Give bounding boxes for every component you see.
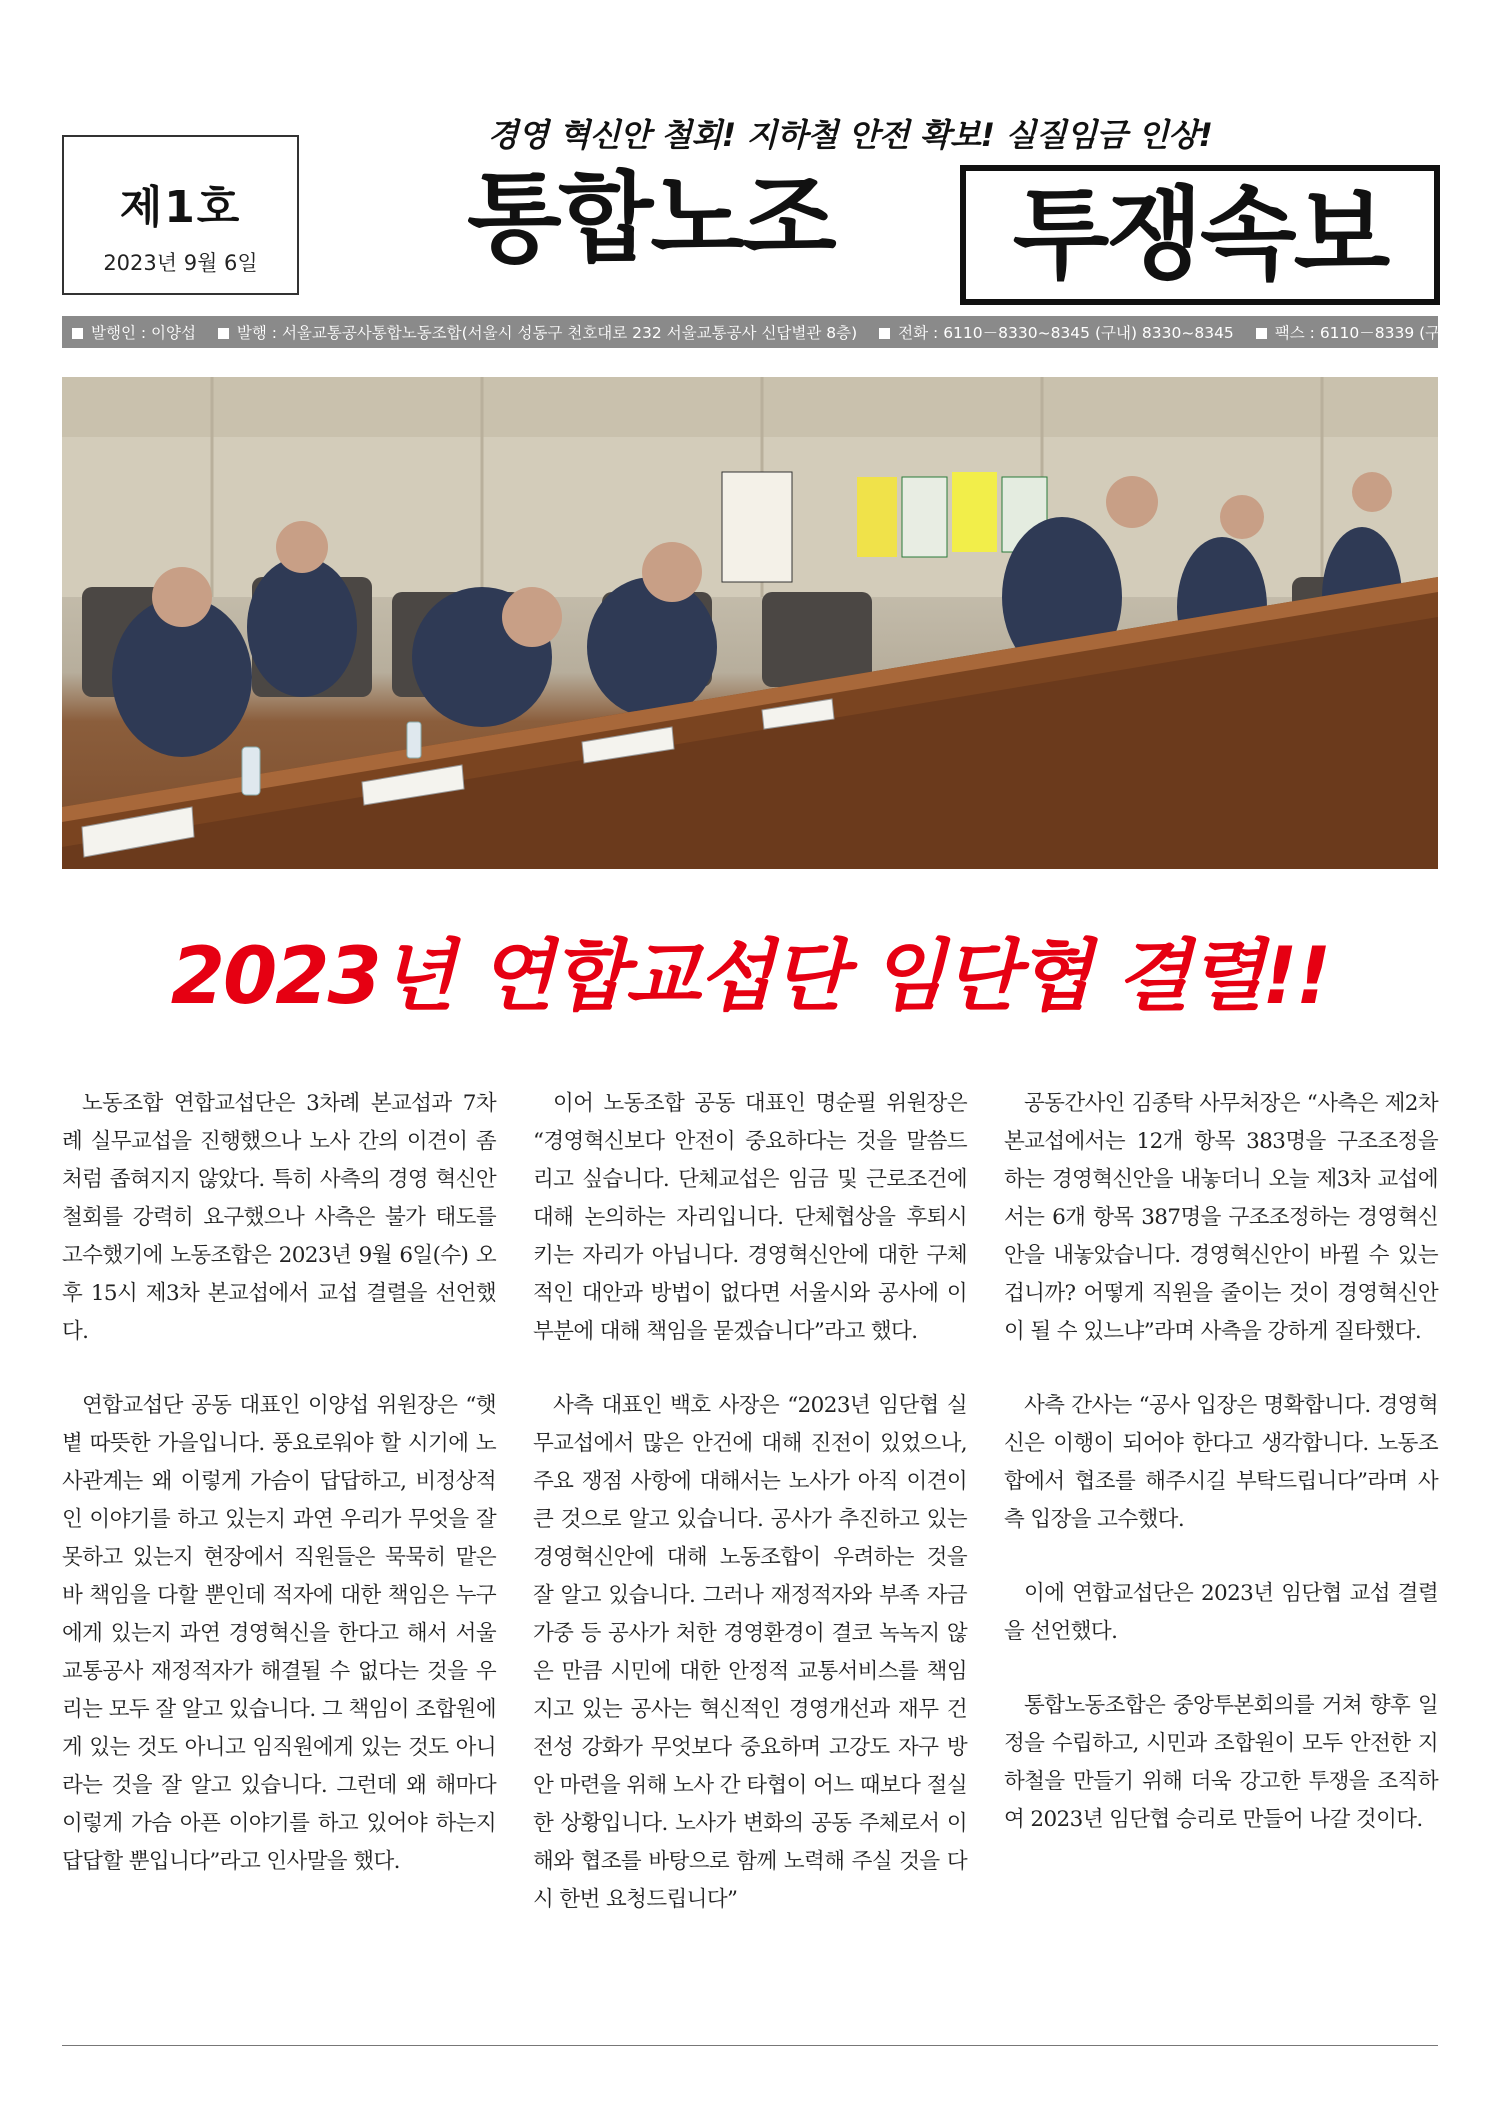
- publisher-info-bar: [62, 316, 1506, 348]
- info-text: 발행 : 서울교통공사통합노동조합(서울시 성동구 천호대로 232 서울교통공사 신답별관 8층): [236, 324, 858, 342]
- paragraph: 사측 대표인 백호 사장은 “2023년 임단협 실무교섭에서 많은 안건에 대해 진전이 있었으나, 주요 쟁점 사항에 대해서는 노사가 아직 이견이 큰 것으로 알고 있습니다. 공사가 추진하고 있는 경영혁신안에 대해 노동조합이 우려하는 것을 잘 알고 있습니다. 그러나 재정적자와 부족 자금 가중 등 공사가 처한 경영환경이 결코 녹녹지 않은 만큼 시민에 대한 안정적 교통서비스를 책임지고 있는 공사는 혁신적인 경영개선과 재무 건전성 강화가 무엇보다 중요하며 고강도 자구 방안 마련을 위해 노사 간 타협이 어느 때보다 절실한 상황입니다. 노사가 변화의 공동 주체로서 이해와 협조를 바탕으로 함께 노력해 주실 것을 다시 한번 요청드립니다”: [533, 1393, 967, 1912]
- negotiation-photo-illustration: [62, 377, 1438, 869]
- issue-box: [62, 135, 299, 295]
- info-issuer: [218, 321, 857, 343]
- paragraph: 이어 노동조합 공동 대표인 명순필 위원장은 “경영혁신보다 안전이 중요하다는 것을 말씀드리고 싶습니다. 단체교섭은 임금 및 근로조건에 대해 논의하는 자리입니다. 단체협상을 후퇴시키는 자리가 아닙니다. 경영혁신안에 대한 구체적인 대안과 방법이 없다면 서울시와 공사에 이 부분에 대해 책임을 묻겠습니다”라고 했다.: [533, 1091, 967, 1344]
- info-text: 팩스 : 6110－8339 (구내) 8339: [1274, 324, 1506, 342]
- paragraph: 이에 연합교섭단은 2023년 임단협 교섭 결렬을 선언했다.: [1004, 1581, 1438, 1644]
- info-text: 발행인 : 이양섭: [91, 324, 196, 342]
- bottom-divider: [62, 2045, 1438, 2046]
- square-bullet-icon: [72, 328, 83, 339]
- article-columns: [62, 1085, 1438, 1955]
- paragraph: 연합교섭단 공동 대표인 이양섭 위원장은 “햇볕 따뜻한 가을입니다. 풍요로워야 할 시기에 노사관계는 왜 이렇게 가슴이 답답하고, 비정상적인 이야기를 하고 있는지 과연 우리가 무엇을 잘못하고 있는지 현장에서 직원들은 묵묵히 맡은바 책임을 다할 뿐인데 적자에 대한 책임은 누구에게 있는지 과연 경영혁신을 한다고 해서 서울교통공사 재정적자가 해결될 수 없다는 것을 우리는 모두 잘 알고 있습니다. 그 책임이 조합원에게 있는 것도 아니고 임직원에게 있는 것도 아니라는 것을 잘 알고 있습니다. 그런데 왜 해마다 이렇게 가슴 아픈 이야기를 하고 있어야 하는지 답답할 뿐입니다”라고 인사말을 했다.: [62, 1393, 496, 1874]
- slogan: 경영 혁신안 철회! 지하철 안전 확보! 실질임금 인상!: [487, 116, 1213, 154]
- article-column-2: [533, 1085, 967, 1955]
- info-fax: [1256, 321, 1506, 343]
- paragraph: 공동간사인 김종탁 사무처장은 “사측은 제2차 본교섭에서는 12개 항목 383명을 구조조정을 하는 경영혁신안을 내놓더니 오늘 제3차 교섭에서는 6개 항목 387명을 구조조정하는 경영혁신안을 내놓았습니다. 경영혁신안이 바뀔 수 있는 겁니까? 어떻게 직원을 줄이는 것이 경영혁신안이 될 수 있느냐”라며 사측을 강하게 질타했다.: [1004, 1091, 1438, 1344]
- square-bullet-icon: [218, 328, 229, 339]
- masthead-union-name: 통합노조: [467, 162, 834, 276]
- info-phone: [879, 321, 1234, 343]
- info-text: 전화 : 6110－8330~8345 (구내) 8330~8345: [898, 324, 1234, 342]
- paragraph: 통합노동조합은 중앙투본회의를 거쳐 향후 일정을 수립하고, 시민과 조합원이 모두 안전한 지하철을 만들기 위해 더욱 강고한 투쟁을 조직하여 2023년 임단협 승리로 만들어 나갈 것이다.: [1004, 1693, 1438, 1832]
- issue-date: 2023년 9월 6일: [103, 251, 258, 275]
- negotiation-photo: [62, 377, 1438, 869]
- square-bullet-icon: [879, 328, 890, 339]
- paragraph: 노동조합 연합교섭단은 3차례 본교섭과 7차례 실무교섭을 진행했으나 노사 간의 이견이 좀처럼 좁혀지지 않았다. 특히 사측의 경영 혁신안 철회를 강력히 요구했으나 사측은 불가 태도를 고수했기에 노동조합은 2023년 9월 6일(수) 오후 15시 제3차 본교섭에서 교섭 결렬을 선언했다.: [62, 1091, 496, 1344]
- masthead-bulletin-box: [960, 165, 1440, 305]
- info-publisher: [72, 321, 196, 343]
- issue-number: 제1호: [119, 182, 242, 233]
- masthead-bulletin-title: 투쟁속보: [1012, 176, 1388, 293]
- article-column-1: [62, 1085, 496, 1955]
- paragraph: 사측 간사는 “공사 입장은 명확합니다. 경영혁신은 이행이 되어야 한다고 생각합니다. 노동조합에서 협조를 해주시길 부탁드립니다”라며 사측 입장을 고수했다.: [1004, 1393, 1438, 1532]
- headline: 2023년 연합교섭단 임단협 결렬!!: [170, 932, 1330, 1022]
- square-bullet-icon: [1256, 328, 1267, 339]
- article-column-3: [1004, 1085, 1438, 1955]
